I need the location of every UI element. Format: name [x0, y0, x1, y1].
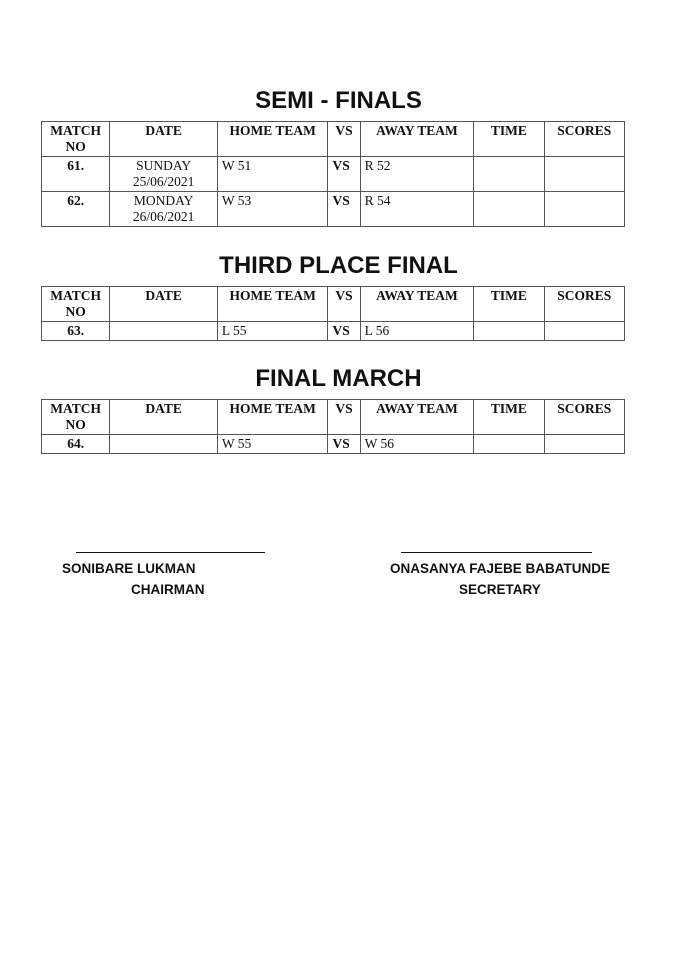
match-no-cell: 63. [42, 322, 110, 341]
date-text: 25/06/2021 [132, 174, 195, 189]
table-header-row [42, 122, 625, 157]
day-text: MONDAY [133, 193, 194, 208]
date-cell [110, 322, 218, 341]
col-vs: VS [328, 122, 360, 157]
col-home-team: HOME TEAM [217, 400, 328, 435]
away-team-cell: R 52 [360, 157, 474, 192]
home-team-cell: L 55 [217, 322, 328, 341]
vs-cell: VS [328, 157, 360, 192]
away-team-cell: W 56 [360, 435, 474, 454]
vs-cell: VS [328, 192, 360, 227]
chairman-role: CHAIRMAN [131, 582, 205, 597]
col-match-no: MATCH NO [42, 122, 110, 157]
col-time: TIME [474, 122, 544, 157]
col-date: DATE [110, 287, 218, 322]
table-header-row [42, 400, 625, 435]
home-team-cell: W 53 [217, 192, 328, 227]
col-vs: VS [328, 400, 360, 435]
col-match-no: MATCH NO [42, 287, 110, 322]
away-team-cell: R 54 [360, 192, 474, 227]
time-cell [474, 157, 544, 192]
col-away-team: AWAY TEAM [360, 287, 474, 322]
col-time: TIME [474, 400, 544, 435]
secretary-name: ONASANYA FAJEBE BABATUNDE [390, 561, 611, 576]
chairman-signature-line [76, 552, 265, 553]
scores-cell [544, 157, 624, 192]
date-cell [110, 435, 218, 454]
day-text: SUNDAY [136, 158, 192, 173]
third-place-title: THIRD PLACE FINAL [219, 252, 458, 279]
vs-cell: VS [328, 435, 360, 454]
match-no-cell: 62. [42, 192, 110, 227]
scores-cell [544, 322, 624, 341]
table-row [42, 322, 625, 341]
table-row [42, 435, 625, 454]
col-scores: SCORES [544, 287, 624, 322]
table-header-row [42, 287, 625, 322]
col-vs: VS [328, 287, 360, 322]
semi-finals-table [41, 121, 625, 227]
match-no-cell: 64. [42, 435, 110, 454]
table-row [42, 157, 625, 192]
home-team-cell: W 51 [217, 157, 328, 192]
scores-cell [544, 435, 624, 454]
final-title: FINAL MARCH [255, 365, 422, 392]
col-scores: SCORES [544, 400, 624, 435]
time-cell [474, 322, 544, 341]
match-no-cell: 61. [42, 157, 110, 192]
col-home-team: HOME TEAM [217, 287, 328, 322]
semi-finals-title: SEMI - FINALS [255, 87, 422, 114]
col-match-no: MATCH NO [42, 400, 110, 435]
time-cell [474, 435, 544, 454]
date-text: 26/06/2021 [132, 209, 195, 224]
secretary-role: SECRETARY [459, 582, 541, 597]
chairman-name: SONIBARE LUKMAN [62, 561, 196, 576]
date-cell [110, 192, 218, 227]
final-table [41, 399, 625, 454]
away-team-cell: L 56 [360, 322, 474, 341]
date-cell [110, 157, 218, 192]
scores-cell [544, 192, 624, 227]
col-away-team: AWAY TEAM [360, 122, 474, 157]
col-away-team: AWAY TEAM [360, 400, 474, 435]
vs-cell: VS [328, 322, 360, 341]
col-date: DATE [110, 400, 218, 435]
col-time: TIME [474, 287, 544, 322]
secretary-signature-line [401, 552, 592, 553]
col-home-team: HOME TEAM [217, 122, 328, 157]
time-cell [474, 192, 544, 227]
col-date: DATE [110, 122, 218, 157]
third-place-table [41, 286, 625, 341]
table-row [42, 192, 625, 227]
home-team-cell: W 55 [217, 435, 328, 454]
col-scores: SCORES [544, 122, 624, 157]
